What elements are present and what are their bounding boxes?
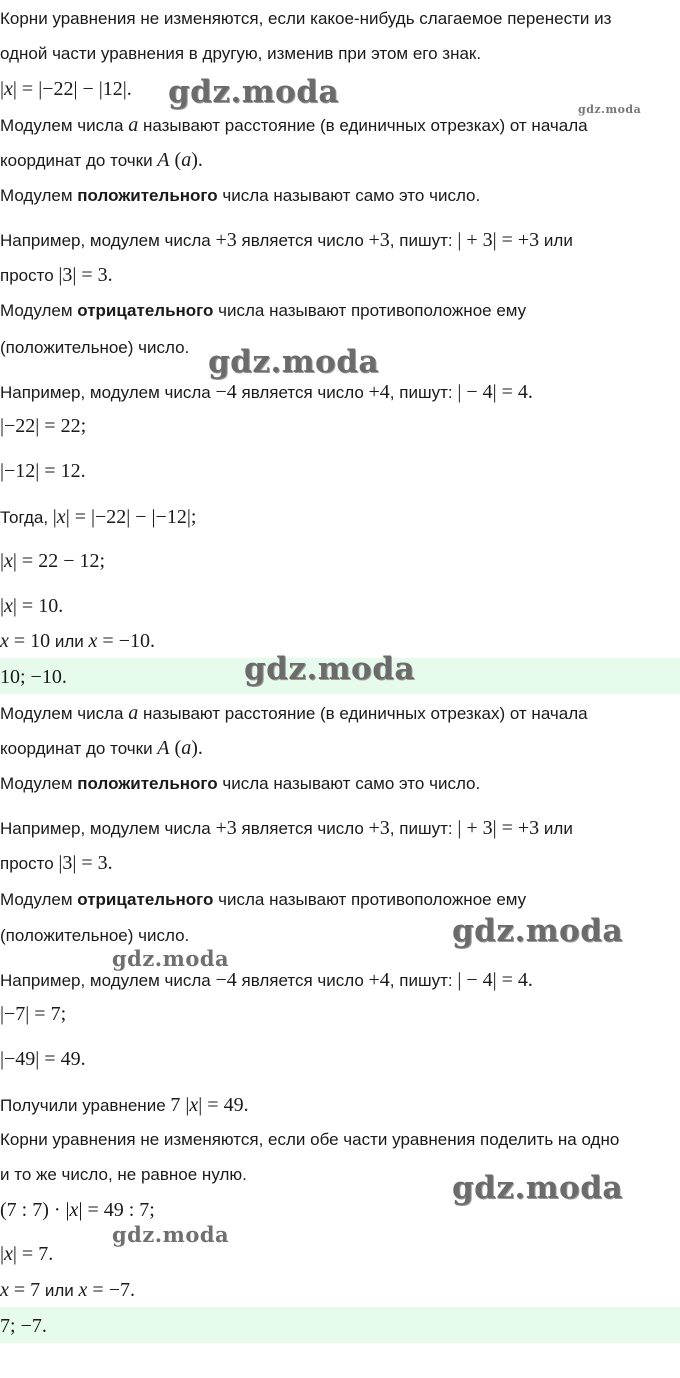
text-line xyxy=(0,702,588,725)
watermark-logo: gdz.moda xyxy=(208,344,379,380)
text-segment: координат до точки xyxy=(0,739,158,758)
text-segment: или xyxy=(40,1281,79,1300)
text-segment: , пишут: xyxy=(389,819,458,838)
math-expression: |−12| = 12. xyxy=(0,460,86,482)
text-line xyxy=(0,264,113,287)
math-expression: x xyxy=(0,1279,9,1301)
math-expression: +3 xyxy=(215,817,237,839)
watermark-logo: gdz.moda xyxy=(112,946,230,971)
text-line xyxy=(0,149,203,172)
text-line xyxy=(0,1129,619,1151)
math-expression: ( xyxy=(169,737,182,759)
text-line xyxy=(0,550,105,573)
math-expression: | − 4| = 4. xyxy=(457,969,533,991)
math-expression: +4 xyxy=(368,969,390,991)
text-line xyxy=(0,1199,155,1222)
text-segment: Например, модулем числа xyxy=(0,819,216,838)
text-line xyxy=(0,1048,86,1071)
text-segment: Модулем числа xyxy=(0,704,129,723)
text-segment: или xyxy=(539,231,573,250)
text-line xyxy=(0,737,203,760)
text-segment: , пишут: xyxy=(389,231,458,250)
text-line xyxy=(0,595,63,618)
bold-term: отрицательного xyxy=(77,301,214,320)
text-line xyxy=(0,630,155,653)
text-segment: или xyxy=(50,632,89,651)
math-expression: +4 xyxy=(368,381,390,403)
bold-term: отрицательного xyxy=(77,890,214,909)
text-segment: числа называют само это число. xyxy=(217,186,481,205)
math-expression: −4 xyxy=(215,969,237,991)
math-expression: = 10 xyxy=(8,630,51,652)
math-expression: = 7 xyxy=(8,1279,41,1301)
text-segment: , пишут: xyxy=(389,383,458,402)
math-expression: |−7| = 7; xyxy=(0,1003,67,1025)
text-segment: координат до точки xyxy=(0,151,158,170)
text-line xyxy=(0,185,480,207)
math-expression: |3| = 3. xyxy=(58,852,113,874)
text-line xyxy=(0,969,533,992)
text-segment: одной части уравнения в другую, изменив при этом его знак. xyxy=(0,44,482,63)
text-segment: Например, модулем числа xyxy=(0,231,216,250)
text-segment: , пишут: xyxy=(389,971,458,990)
math-expression: +3 xyxy=(368,817,390,839)
math-expression: | = 22 − 12; xyxy=(12,550,106,572)
watermark-logo: gdz.moda xyxy=(578,103,642,116)
math-expression: 7; −7. xyxy=(0,1315,47,1337)
math-expression: 7 | xyxy=(170,1094,190,1116)
text-segment: (положительное) число. xyxy=(0,926,190,945)
text-segment: называют расстояние (в единичных отрезках) от начала xyxy=(138,116,588,135)
text-segment: просто xyxy=(0,266,59,285)
math-expression: | = 7. xyxy=(12,1243,54,1265)
text-line xyxy=(0,460,86,483)
math-expression: |−49| = 49. xyxy=(0,1048,86,1070)
text-segment: называют расстояние (в единичных отрезках) от начала xyxy=(138,704,588,723)
math-expression: x xyxy=(78,1279,88,1301)
text-line xyxy=(0,1164,247,1186)
text-segment: Например, модулем числа xyxy=(0,971,216,990)
text-line xyxy=(0,229,573,252)
math-expression: | xyxy=(0,595,5,617)
text-line xyxy=(0,666,67,689)
math-expression: x xyxy=(4,595,13,617)
math-expression: x xyxy=(56,506,66,528)
math-expression: x xyxy=(189,1094,199,1116)
math-expression: | = 10. xyxy=(12,595,64,617)
math-expression: = −10. xyxy=(97,630,155,652)
watermark-logo: gdz.moda xyxy=(452,913,623,949)
watermark-logo: gdz.moda xyxy=(244,651,415,687)
text-line xyxy=(0,889,526,911)
watermark-logo: gdz.moda xyxy=(452,1170,623,1206)
math-expression: x xyxy=(4,1243,13,1265)
text-line xyxy=(0,8,611,30)
text-segment: является число xyxy=(236,971,369,990)
text-segment: Модулем числа xyxy=(0,116,129,135)
math-expression: | xyxy=(52,506,57,528)
math-expression: −4 xyxy=(215,381,237,403)
text-line xyxy=(0,1094,249,1117)
text-segment: числа называют противоположное ему xyxy=(213,301,527,320)
bold-term: положительного xyxy=(77,186,218,205)
math-expression: = −7. xyxy=(87,1279,135,1301)
text-segment: является число xyxy=(236,383,369,402)
text-segment: является число xyxy=(236,231,369,250)
math-expression: (7 : 7) · | xyxy=(0,1199,70,1221)
math-expression: | + 3| = +3 xyxy=(457,229,540,251)
text-segment: Получили уравнение xyxy=(0,1096,171,1115)
text-line xyxy=(0,1315,47,1338)
math-expression: | xyxy=(0,1243,5,1265)
watermark-logo: gdz.moda xyxy=(168,74,339,110)
text-line xyxy=(0,381,533,404)
text-line xyxy=(0,114,588,137)
text-line xyxy=(0,1243,53,1266)
text-line xyxy=(0,852,113,875)
text-segment: числа называют само это число. xyxy=(217,774,481,793)
text-segment: (положительное) число. xyxy=(0,338,190,357)
math-expression: a xyxy=(128,114,139,136)
text-segment: просто xyxy=(0,854,59,873)
text-segment: Модулем xyxy=(0,186,78,205)
text-segment: является число xyxy=(236,819,369,838)
text-segment: Модулем xyxy=(0,774,78,793)
text-line xyxy=(0,43,481,65)
math-expression: | = 49. xyxy=(198,1094,249,1116)
answer-highlight-2 xyxy=(0,1307,680,1343)
math-expression: ( xyxy=(169,149,182,171)
math-expression: A xyxy=(157,737,170,759)
text-line xyxy=(0,925,189,947)
text-line xyxy=(0,78,132,101)
watermark-logo: gdz.moda xyxy=(112,1222,230,1247)
math-expression: |−22| = 22; xyxy=(0,415,87,437)
text-line xyxy=(0,300,526,322)
math-expression: a xyxy=(181,737,192,759)
math-expression: | = |−22| − |−12|; xyxy=(65,506,197,528)
math-expression: x xyxy=(4,78,13,100)
bold-term: положительного xyxy=(77,774,218,793)
math-expression: x xyxy=(88,630,98,652)
text-line xyxy=(0,1003,66,1026)
text-line xyxy=(0,773,480,795)
text-line xyxy=(0,337,189,359)
math-expression: | = 49 : 7; xyxy=(78,1199,155,1221)
math-expression: |3| = 3. xyxy=(58,264,113,286)
math-expression: | xyxy=(0,78,5,100)
math-expression: x xyxy=(0,630,9,652)
text-segment: Модулем xyxy=(0,890,78,909)
math-expression: | = |−22| − |12|. xyxy=(12,78,132,100)
text-segment: числа называют противоположное ему xyxy=(213,890,527,909)
math-expression: x xyxy=(4,550,13,572)
math-expression: ). xyxy=(191,737,203,759)
text-segment: Корни уравнения не изменяются, если какое-нибудь слагаемое перенести из xyxy=(0,9,612,28)
math-expression: | xyxy=(0,550,5,572)
text-line xyxy=(0,817,573,840)
math-expression: 10; −10. xyxy=(0,666,67,688)
math-expression: | + 3| = +3 xyxy=(457,817,540,839)
text-segment: Например, модулем числа xyxy=(0,383,216,402)
text-segment: Тогда, xyxy=(0,508,53,527)
text-segment: Модулем xyxy=(0,301,78,320)
text-segment: Корни уравнения не изменяются, если обе части уравнения поделить на одно xyxy=(0,1130,620,1149)
text-line xyxy=(0,415,86,438)
text-segment: и то же число, не равное нулю. xyxy=(0,1165,247,1184)
text-segment: или xyxy=(539,819,573,838)
math-expression: | − 4| = 4. xyxy=(457,381,533,403)
math-expression: a xyxy=(128,702,139,724)
text-line xyxy=(0,506,196,529)
math-expression: x xyxy=(69,1199,79,1221)
math-expression: ). xyxy=(191,149,203,171)
text-line xyxy=(0,1279,135,1302)
math-expression: +3 xyxy=(368,229,390,251)
math-expression: +3 xyxy=(215,229,237,251)
math-expression: a xyxy=(181,149,192,171)
math-expression: A xyxy=(157,149,170,171)
